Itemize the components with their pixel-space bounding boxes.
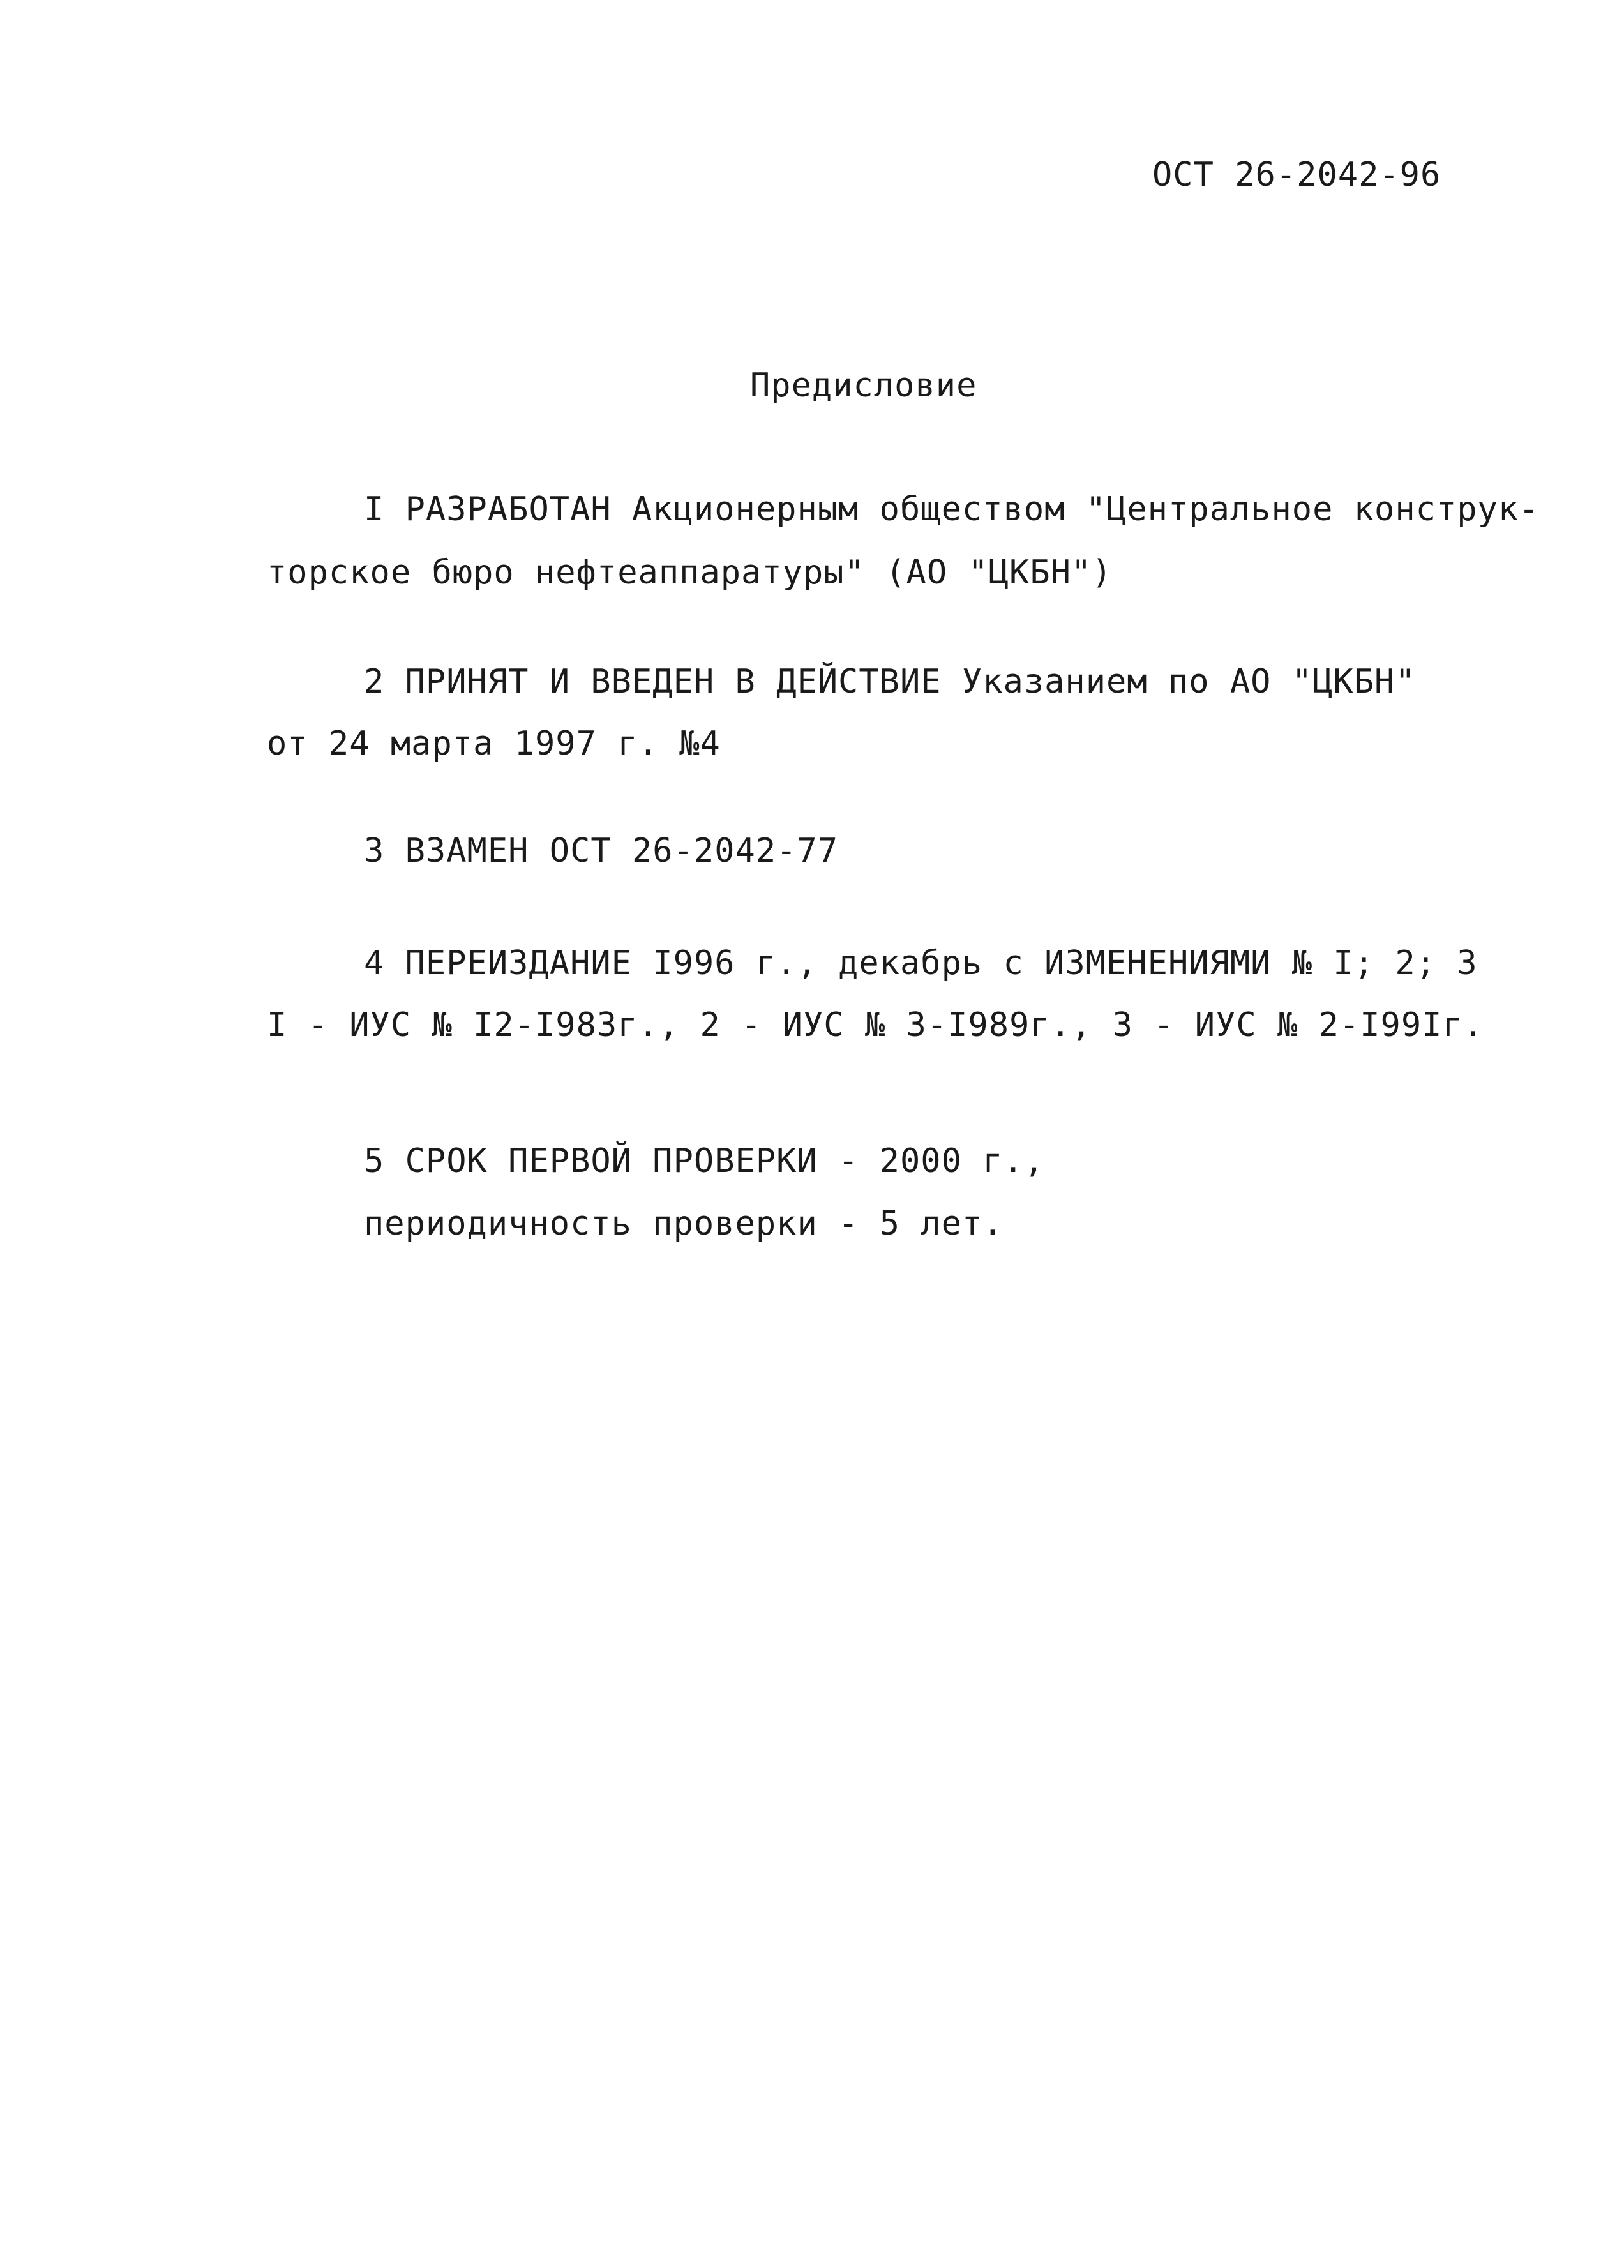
item-5-line-1: 5 СРОК ПЕРВОЙ ПРОВЕРКИ - 2000 г.,: [364, 1142, 1045, 1180]
item-4-line-1: 4 ПЕРЕИЗДАНИЕ I996 г., декабрь с ИЗМЕНЕНИЯМИ № I; 2; 3: [364, 944, 1478, 982]
item-1-line-2: торское бюро нефтеаппаратуры" (АО "ЦКБН"): [267, 553, 1113, 592]
item-4-line-2: I - ИУС № I2-I983г., 2 - ИУС № 3-I989г., 3 - ИУС № 2-I99Iг.: [267, 1006, 1484, 1044]
item-5-line-2: периодичность проверки - 5 лет.: [364, 1205, 1004, 1243]
preface-title: Предисловие: [750, 366, 977, 405]
item-2-line-1: 2 ПРИНЯТ И ВВЕДЕН В ДЕЙСТВИЕ Указанием по АО "ЦКБН": [364, 663, 1416, 701]
item-1-line-1: I РАЗРАБОТАН Акционерным обществом "Центральное конструк-: [364, 490, 1540, 529]
item-2-line-2: от 24 марта 1997 г. №4: [267, 725, 721, 763]
document-code: ОСТ 26-2042-96: [1152, 156, 1441, 194]
item-3-line-1: 3 ВЗАМЕН ОСТ 26-2042-77: [364, 832, 839, 870]
